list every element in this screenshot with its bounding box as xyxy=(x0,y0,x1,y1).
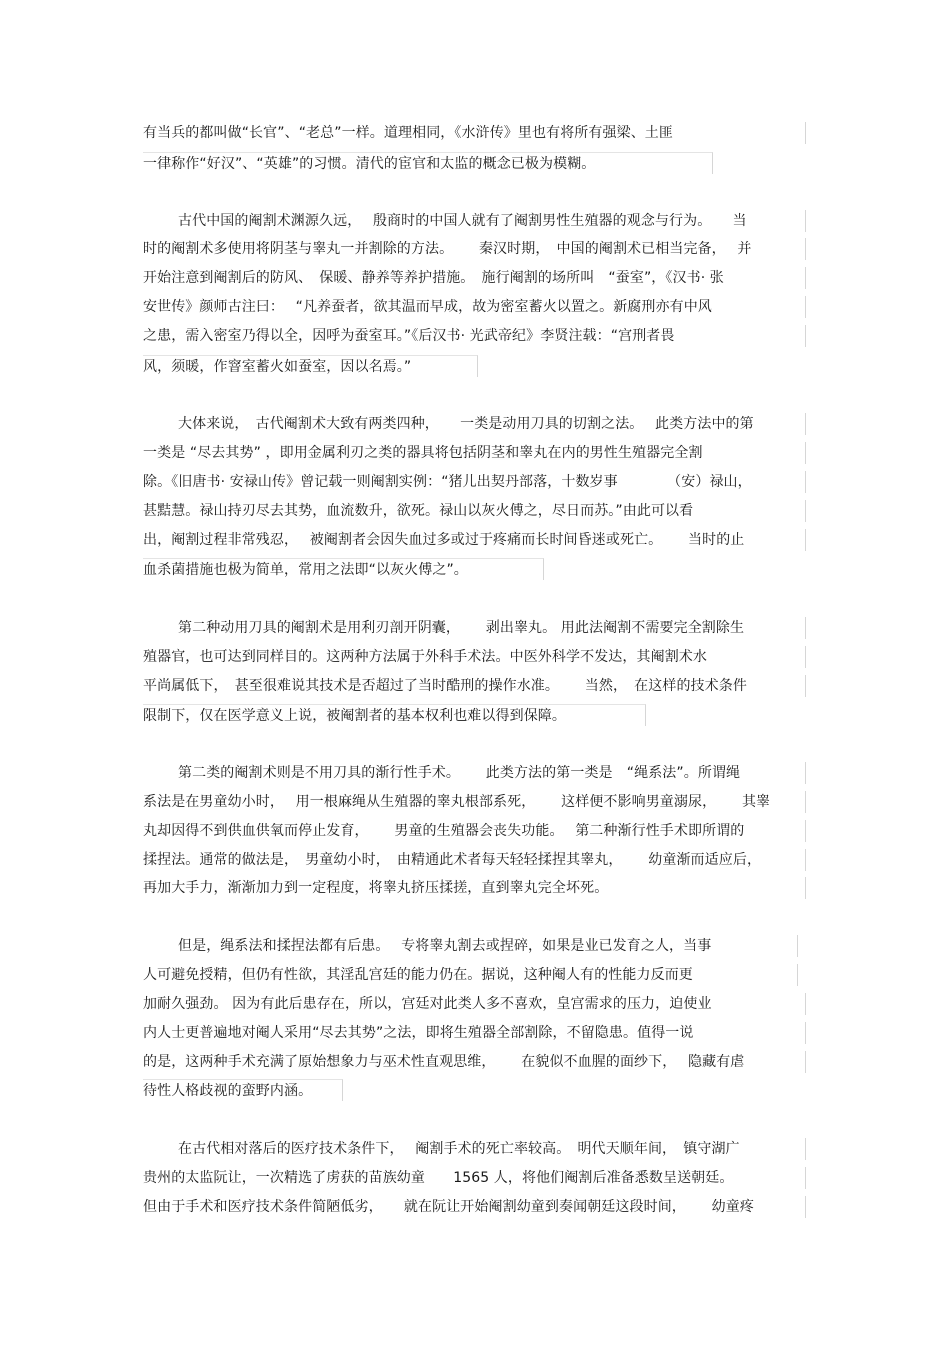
text-line: 之患，需入密室乃得以全，因呼为蚕室耳。”《后汉书· 光武帝纪》李贤注载：“宫刑者畏 xyxy=(143,325,806,347)
text-line: 内人士更普遍地对阉人采用“尽去其势”之法，即将生殖器全部割除，不留隐患。值得一说 xyxy=(143,1022,806,1044)
text-line: 系法是在男童幼小时， 用一根麻绳从生殖器的睾丸根部系死， 这样便不影响男童溺尿， 其睾 xyxy=(143,791,806,813)
text-line: 开始注意到阉割后的防风、 保暖、静养等养护措施。 施行阉割的场所叫 “蚕室”，《汉书· 张 xyxy=(143,267,806,289)
text-line: 甚黠慧。禄山持刃尽去其势，血流数升，欲死。禄山以灰火傅之，尽日而苏。”由此可以看 xyxy=(143,500,806,522)
text-line: 丸却因得不到供血供氧而停止发育， 男童的生殖器会丧失功能。 第二种渐行性手术即所谓的 xyxy=(143,820,806,842)
text-line: 的是，这两种手术充满了原始想象力与巫术性直观思维， 在貌似不血腥的面纱下， 隐藏有虐 xyxy=(143,1051,806,1073)
text-line: 一律称作“好汉”、“英雄”的习惯。清代的宦官和太监的概念已极为模糊。 xyxy=(143,152,713,174)
text-line: 安世传》颜师古注曰： “凡养蚕者，欲其温而早成，故为密室蓄火以置之。新腐刑亦有中风 xyxy=(143,296,806,318)
text-line: 风，须暖，作窨室蓄火如蚕室，因以名焉。” xyxy=(143,355,478,377)
text-line: 第二种动用刀具的阉割术是用利刃剖开阴囊， 剥出睾丸。 用此法阉割不需要完全割除生 xyxy=(178,617,806,639)
text-line: 出，阉割过程非常残忍， 被阉割者会因失血过多或过于疼痛而长时间昏迷或死亡。 当时的止 xyxy=(143,529,806,551)
text-line: 人可避免授精，但仍有性欲，其淫乱宫廷的能力仍在。据说，这种阉人有的性能力反而更 xyxy=(143,964,798,986)
text-line: 平尚属低下， 甚至很难说其技术是否超过了当时酷刑的操作水准。 当然， 在这样的技术条件 xyxy=(143,675,806,697)
text-line: 时的阉割术多使用将阴茎与睾丸一并割除的方法。 秦汉时期， 中国的阉割术已相当完备， 并 xyxy=(143,238,806,260)
text-line: 大体来说， 古代阉割术大致有两类四种， 一类是动用刀具的切割之法。 此类方法中的第 xyxy=(178,413,806,435)
text-line: 但是，绳系法和揉捏法都有后患。 专将睾丸割去或捏碎，如果是业已发育之人，当事 xyxy=(178,935,798,957)
text-line: 但由于手术和医疗技术条件简陋低劣， 就在阮让开始阉割幼童到奏闻朝廷这段时间， 幼童疼 xyxy=(143,1196,806,1218)
text-line: 限制下，仅在医学意义上说，被阉割者的基本权利也难以得到保障。 xyxy=(143,704,646,726)
text-line: 待性人格歧视的蛮野内涵。 xyxy=(143,1079,343,1101)
text-line: 一类是 “尽去其势” ，即用金属利刃之类的器具将包括阴茎和睾丸在内的男性生殖器完全割 xyxy=(143,442,806,464)
text-line: 第二类的阉割术则是不用刀具的渐行性手术。 此类方法的第一类是 “绳系法”。所谓绳 xyxy=(178,762,806,784)
text-line: 贵州的太监阮让，一次精选了虏获的苗族幼童 1565 人，将他们阉割后准备悉数呈送朝廷。 xyxy=(143,1167,806,1189)
text-line: 血杀菌措施也极为简单，常用之法即“以灰火傅之”。 xyxy=(143,558,544,580)
text-line: 揉捏法。通常的做法是， 男童幼小时， 由精通此术者每天轻轻揉捏其睾丸， 幼童渐而适应后， xyxy=(143,849,806,871)
text-line: 有当兵的都叫做“长官”、“老总”一样。道理相同，《水浒传》里也有将所有强梁、土匪 xyxy=(143,122,806,144)
text-line: 古代中国的阉割术渊源久远， 殷商时的中国人就有了阉割男性生殖器的观念与行为。 当 xyxy=(178,210,806,232)
text-line: 在古代相对落后的医疗技术条件下， 阉割手术的死亡率较高。 明代天顺年间， 镇守湖广 xyxy=(178,1138,806,1160)
text-line: 除。《旧唐书· 安禄山传》曾记载一则阉割实例：“猪儿出契丹部落，十数岁事 （安）禄山， xyxy=(143,471,806,493)
text-line: 再加大手力，渐渐加力到一定程度，将睾丸挤压揉搓，直到睾丸完全坏死。 xyxy=(143,877,806,899)
text-line: 殖器官，也可达到同样目的。这两种方法属于外科手术法。中医外科学不发达，其阉割术水 xyxy=(143,646,806,668)
text-line: 加耐久强劲。 因为有此后患存在，所以，宫廷对此类人多不喜欢，皇宫需求的压力，迫使业 xyxy=(143,993,806,1015)
